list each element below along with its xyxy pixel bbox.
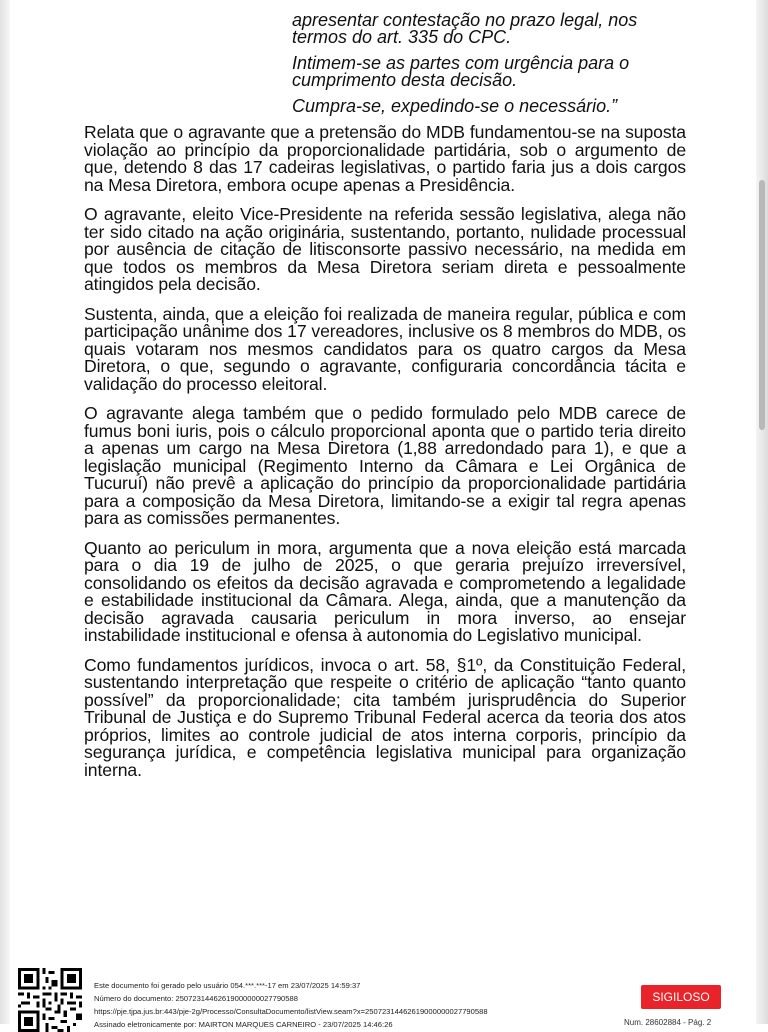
paragraph: Quanto ao periculum in mora, argumenta que a nova eleição está marcada para o dia 19 de julho de 2025, o que geraria prejuízo irreversível, consolidando os efeitos da decisão agravada e comprometendo a legalidade e estabilidade institucional da Câmara. Alega, ainda, que a manutenção da decisão agravada causaria periculum in mora inverso, ao ensejar instabilidade institucional e ofensa à autonomia do Legislativo municipal. bbox=[84, 537, 686, 645]
paragraph: Sustenta, ainda, que a eleição foi realizada de maneira regular, pública e com participação unânime dos 17 vereadores, inclusive os 8 membros do MDB, os quais votaram nos mesmos candidatos para os quatro cargos da Mesa Diretora, o que, segundo o agravante, configuraria concordância tácita e validação do processo eleitoral. bbox=[84, 303, 686, 394]
document-page bbox=[84, 12, 686, 779]
footer-generated-by: Este documento foi gerado pelo usuário 054.***.***-17 em 23/07/2025 14:59:37 bbox=[94, 981, 361, 990]
document-footer bbox=[0, 964, 768, 1029]
scrollbar-thumb[interactable] bbox=[759, 180, 765, 430]
footer-metadata bbox=[94, 979, 488, 1031]
page-edge-right bbox=[756, 0, 768, 1024]
quote-line: Cumpra-se, expedindo-se o necessário.” bbox=[292, 96, 618, 116]
quote-line: apresentar contestação no prazo legal, nos termos do art. 335 do CPC. bbox=[292, 10, 638, 47]
page-number: Num. 28602884 - Pág. 2 bbox=[624, 1018, 712, 1027]
sigiloso-badge: SIGILOSO bbox=[641, 985, 721, 1009]
page-edge-left bbox=[0, 0, 10, 1024]
quote-line: Intimem-se as partes com urgência para o cumprimento desta decisão. bbox=[292, 53, 630, 90]
qr-code-icon bbox=[18, 968, 82, 1032]
footer-url-link[interactable]: https://pje.tjpa.jus.br:443/pje-2g/Processo/ConsultaDocumento/listView.seam?x=25072314462619000000027790588 bbox=[94, 1007, 488, 1016]
footer-document-number: Número do documento: 25072314462619000000027790588 bbox=[94, 994, 298, 1003]
quoted-decision bbox=[292, 12, 686, 115]
paragraph: Como fundamentos jurídicos, invoca o art. 58, §1º, da Constituição Federal, sustentando interpretação que respeite o critério de aplicação “tanto quanto possível” da proporcionalidade; cita também jurisprudência do Superior Tribunal de Justiça e do Supremo Tribunal Federal acerca da teoria dos atos próprios, limites ao controle judicial de atos interna corporis, princípio da segurança jurídica, e competência legislativa municipal para organização interna. bbox=[84, 654, 686, 780]
paragraph: O agravante, eleito Vice-Presidente na referida sessão legislativa, alega não ter sido citado na ação originária, sustentando, portanto, nulidade processual por ausência de citação de litisconsorte passivo necessário, na medida em que todos os membros da Mesa Diretora seriam direta e pessoalmente atingidos pela decisão. bbox=[84, 204, 686, 294]
document-body bbox=[84, 124, 686, 779]
paragraph: O agravante alega também que o pedido formulado pelo MDB carece de fumus boni iuris, pois o cálculo proporcional aponta que o partido teria direito a apenas um cargo na Mesa Diretora (1,88 arredondado para 1), e que a legislação municipal (Regimento Interno da Câmara e Lei Orgânica de Tucuruí) não prevê a aplicação do princípio da proporcionalidade partidária para a composição da Mesa Diretora, limitando-se a exigir tal regra apenas para as comissões permanentes. bbox=[84, 403, 686, 528]
footer-signed-by: Assinado eletronicamente por: MAIRTON MARQUES CARNEIRO - 23/07/2025 14:46:26 bbox=[94, 1020, 393, 1029]
paragraph: Relata que o agravante que a pretensão do MDB fundamentou-se na suposta violação ao princípio da proporcionalidade partidária, sob o argumento de que, detendo 8 das 17 cadeiras legislativas, o partido faria jus a dois cargos na Mesa Diretora, embora ocupe apenas a Presidência. bbox=[84, 122, 686, 195]
